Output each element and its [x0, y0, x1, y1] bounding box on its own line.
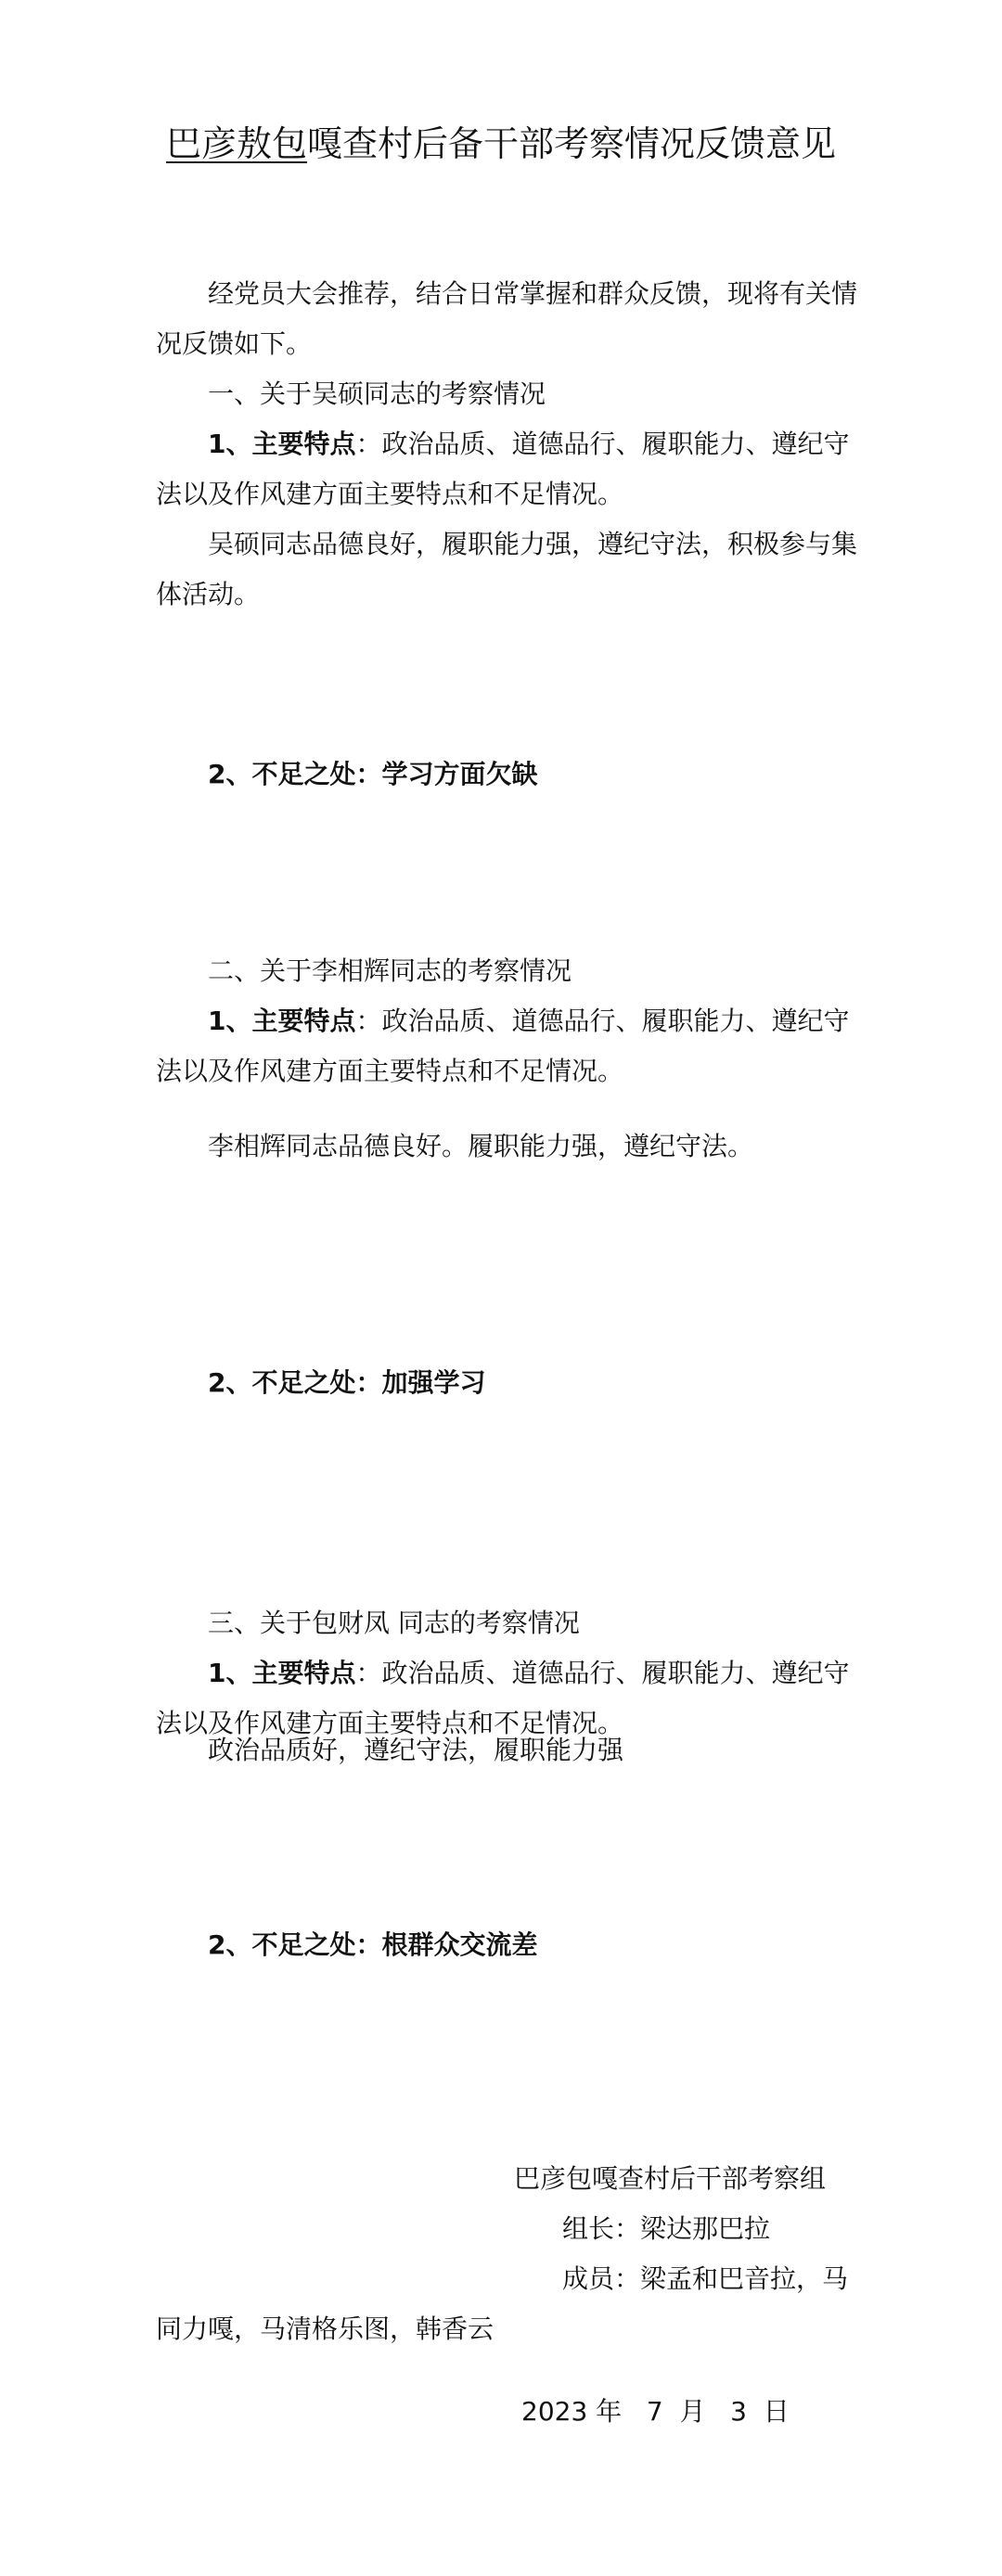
section-3-shortcoming: 2、不足之处：根群众交流差: [208, 1929, 538, 1960]
intro-paragraph: 经党员大会推荐，结合日常掌握和群众反馈，现将有关情况反馈如下。: [156, 278, 858, 359]
section-3-feature-desc: ：政治品质、道德品行、履职能力、遵纪守法以及作风建方面主要特点和不足情况。: [156, 1658, 850, 1738]
signature-date: 2023 年 7 月 3 日: [521, 2396, 790, 2427]
title-village-name: 巴彦敖包: [165, 123, 307, 164]
signature-members: 成员：梁孟和巴音拉，马同力嘎，马清格乐图，韩香云: [156, 2263, 849, 2344]
document-title: [139, 119, 863, 169]
section-3-heading: 三、关于包财凤 同志的考察情况: [208, 1608, 580, 1638]
section-2-shortcoming: 2、不足之处：加强学习: [208, 1367, 486, 1398]
section-1-evaluation: 吴硕同志品德良好，履职能力强，遵纪守法，积极参与集体活动。: [156, 529, 858, 609]
title-text: 嘎查村后备干部考察情况反馈意见: [307, 123, 837, 164]
section-2-feature-label: 1、主要特点: [208, 1006, 356, 1036]
section-2-evaluation: 李相辉同志品德良好。履职能力强，遵纪守法。: [208, 1131, 754, 1161]
section-1-shortcoming: 2、不足之处：学习方面欠缺: [208, 759, 538, 789]
section-1-features: [156, 419, 868, 519]
section-1-heading: 一、关于吴硕同志的考察情况: [208, 378, 546, 409]
section-2-features: [156, 996, 868, 1096]
signature-leader: 组长：梁达那巴拉: [562, 2213, 771, 2244]
section-1-feature-label: 1、主要特点: [208, 429, 356, 459]
section-1-feature-desc: ：政治品质、道德品行、履职能力、遵纪守法以及作风建方面主要特点和不足情况。: [156, 429, 850, 509]
section-3-evaluation: 政治品质好，遵纪守法，履职能力强: [208, 1735, 624, 1765]
signature-group: 巴彦包嘎查村后干部考察组: [514, 2163, 827, 2194]
section-3-feature-label: 1、主要特点: [208, 1658, 356, 1688]
section-2-feature-desc: ：政治品质、道德品行、履职能力、遵纪守法以及作风建方面主要特点和不足情况。: [156, 1006, 850, 1086]
section-2-heading: 二、关于李相辉同志的考察情况: [208, 955, 572, 986]
